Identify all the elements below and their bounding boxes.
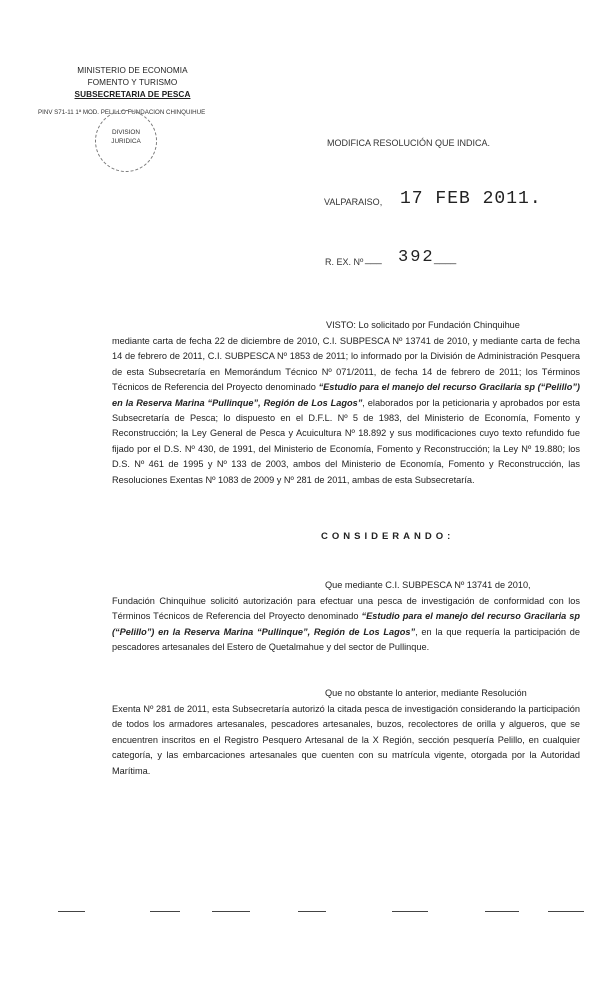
ministry-subtitle: FOMENTO Y TURISMO: [87, 78, 178, 87]
seal-line-1: DIVISION: [111, 129, 141, 136]
footer-line-3: [212, 911, 250, 912]
considerando-1-paragraph: [112, 594, 580, 656]
footer-line-4: [298, 911, 326, 912]
footer-line-7: [548, 911, 584, 912]
resolution-blank-after: ____: [434, 254, 457, 265]
footer-line-1: [58, 911, 85, 912]
visto-project-title: “Estudio para el manejo del recurso Gracilaria sp (“Pelillo”) en la Reserva Marina “Pullinque”, Región de Los Lagos”: [112, 382, 580, 408]
visto-text-1: mediante carta de fecha 22 de diciembre de 2010, C.I. SUBPESCA Nº 13741 de 2010, y mediante carta de fecha 14 de febrero de 2011, C.I. SUBPESCA Nº 1853 de 2011; lo informado por la División de Administración Pesquera de esta Subsecretaría en Memorándum Técnico Nº 071/2011, de fecha 14 de febrero de 2011; los Términos Técnicos de Referencia del Proyecto denominado: [112, 336, 580, 393]
considerando-heading: CONSIDERANDO:: [321, 531, 455, 542]
seal-text: [106, 128, 146, 146]
footer-line-6: [485, 911, 519, 912]
considerando-1-lead: Que mediante C.I. SUBPESCA Nº 13741 de 2010,: [325, 580, 531, 590]
considerando-2-lead: Que no obstante lo anterior, mediante Resolución: [325, 688, 527, 698]
document-title: MODIFICA RESOLUCIÓN QUE INDICA.: [327, 138, 491, 148]
date-stamp: 17 FEB 2011.: [400, 189, 542, 209]
considerando-1-text-1: Fundación Chinquihue solicitó autorización para efectuar una pesca de investigación de conformidad con los Términos Técnicos de Referencia del Proyecto denominado: [112, 596, 580, 622]
resolution-label: R. EX. Nº: [325, 257, 364, 267]
visto-lead: VISTO: Lo solicitado por Fundación Chinquihue: [326, 320, 520, 330]
division-seal: [95, 110, 157, 172]
subsecretaria-name: SUBSECRETARIA DE PESCA: [74, 90, 191, 99]
footer-line-5: [392, 911, 428, 912]
ministry-name: MINISTERIO DE ECONOMIA: [77, 66, 188, 75]
resolution-number: 392: [398, 248, 435, 267]
considerando-1-project-title: “Estudio para el manejo del recurso Gracilaria sp (“Pelillo”) en la Reserva Marina “Pullinque”, Región de Los Lagos”: [112, 611, 580, 637]
resolution-blank-before: ___: [365, 254, 382, 265]
considerando-2-paragraph: Exenta Nº 281 de 2011, esta Subsecretaría autorizó la citada pesca de investigación considerando la participación de todos los armadores artesanales, pescadores artesanales, buzos, recolectores de orilla y algueros, que se encuentren inscritos en el Registro Pesquero Artesanal de la X Región, sección pesquería Pelillo, en cualquier categoría, y las embarcaciones artesanales que cuenten con su matrícula vigente, otorgada por la Autoridad Marítima.: [112, 704, 580, 776]
visto-paragraph: [112, 334, 580, 488]
reference-stamp: PINV S71-11 1ª MOD. PELILLO FUNDACION CHINQUIHUE: [38, 109, 206, 116]
footer-line-2: [150, 911, 180, 912]
considerando-1-text-2: , en la que requería la participación de pescadores artesanales del Estero de Quetalmahue y del sector de Pullinque.: [112, 626, 580, 653]
seal-line-2: JURIDICA: [111, 138, 141, 145]
visto-text-2: , elaborados por la peticionaria y aprobados por esta Subsecretaría de Pesca; lo dispuesto en el D.F.L. Nº 5 de 1983, del Ministerio de Economía, Fomento y Reconstrucción; la Ley General de Pesca y Acuicultura Nº 18.892 y sus modificaciones cuyo texto refundido fue fijado por el D.S. Nº 430, de 1991, del Ministerio de Economía, Fomento y Reconstrucción; la Ley Nº 19.880; los D.S. Nº 461 de 1995 y Nº 133 de 2003, ambos del Ministerio de Economía, Fomento y Reconstrucción, las Resoluciones Exentas Nº 1083 de 2009 y Nº 281 de 2011, ambas de esta Subsecretaría.: [112, 397, 580, 485]
place-label: VALPARAISO,: [324, 197, 383, 207]
